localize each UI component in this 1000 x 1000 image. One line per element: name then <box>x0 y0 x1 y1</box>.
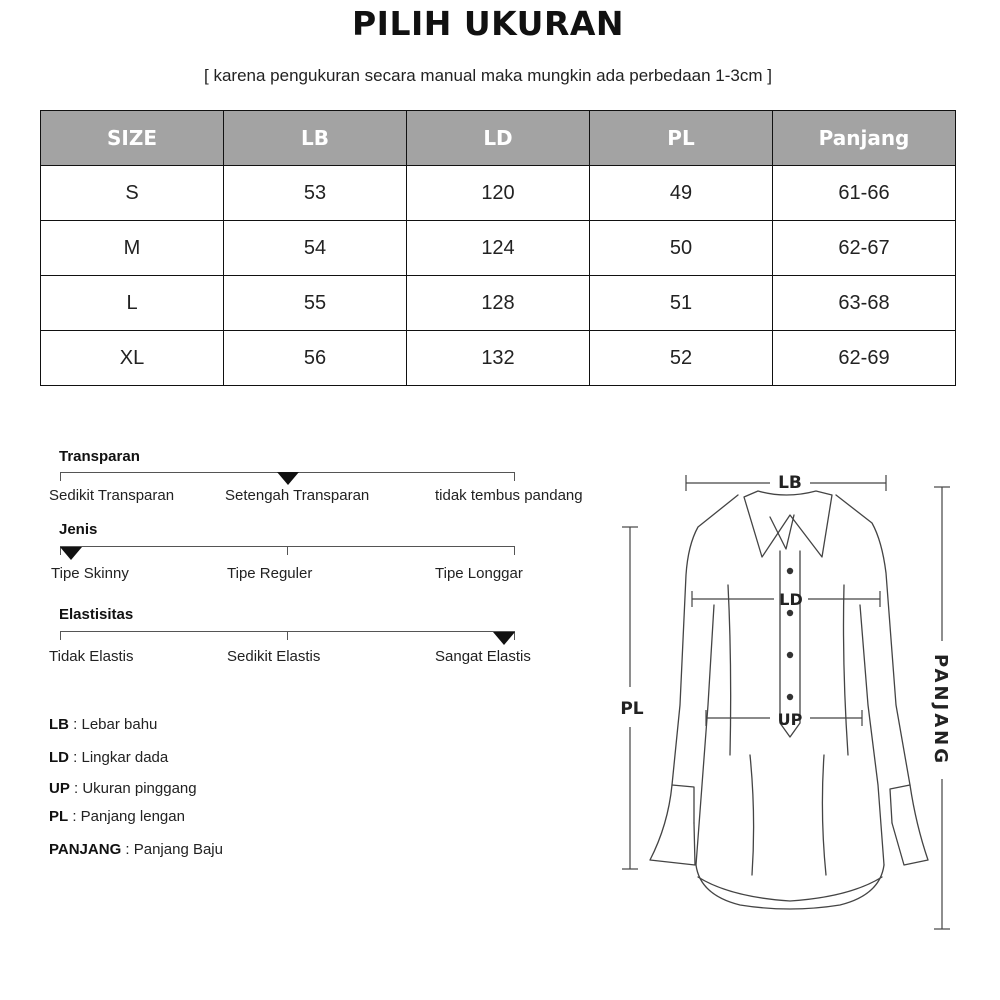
scale-label: Tipe Reguler <box>227 565 313 582</box>
scale-tick <box>60 472 61 481</box>
scale-tick <box>287 631 288 640</box>
scale-label: Tidak Elastis <box>49 648 134 665</box>
legend-desc: : Panjang Baju <box>121 841 223 858</box>
scale-label: Sangat Elastis <box>435 648 531 665</box>
table-cell: 56 <box>224 331 407 386</box>
button-icon <box>787 568 793 574</box>
legend-desc: : Panjang lengan <box>68 808 185 825</box>
table-row <box>41 276 956 331</box>
column-header-size: SIZE <box>41 111 224 166</box>
legend-item <box>49 716 157 733</box>
table-cell: 132 <box>407 331 590 386</box>
legend-abbr: LB <box>49 716 69 733</box>
legend-item <box>49 749 168 766</box>
table-row <box>41 166 956 221</box>
table-cell: M <box>41 221 224 276</box>
button-icon <box>787 610 793 616</box>
shirt-fold <box>822 755 826 875</box>
table-cell: 50 <box>590 221 773 276</box>
size-table-header <box>41 111 956 166</box>
shirt-collar <box>744 491 832 557</box>
table-cell: 54 <box>224 221 407 276</box>
table-cell: 62-67 <box>773 221 956 276</box>
size-table <box>40 110 956 386</box>
measurement-note: [ karena pengukuran secara manual maka mungkin ada perbedaan 1-3cm ] <box>204 66 772 85</box>
table-cell: 53 <box>224 166 407 221</box>
button-icon <box>787 652 793 658</box>
shirt-hem-inner <box>698 877 882 901</box>
scale-title-elastisitas: Elastisitas <box>59 606 134 623</box>
shirt-fold <box>728 585 731 755</box>
shirt-fold <box>750 755 754 875</box>
table-cell: 49 <box>590 166 773 221</box>
table-cell: S <box>41 166 224 221</box>
scale-label: Tipe Longgar <box>435 565 523 582</box>
scale-label: Tipe Skinny <box>51 565 129 582</box>
legend-item <box>49 780 197 797</box>
table-cell: 61-66 <box>773 166 956 221</box>
scale-label: tidak tembus pandang <box>435 487 583 504</box>
table-cell: 62-69 <box>773 331 956 386</box>
page-title: PILIH UKURAN <box>351 4 625 43</box>
table-row <box>41 221 956 276</box>
column-header-pl: PL <box>590 111 773 166</box>
diagram-label-up: UP <box>777 710 803 729</box>
table-row <box>41 331 956 386</box>
scale-title-transparan: Transparan <box>59 448 140 465</box>
table-cell: 55 <box>224 276 407 331</box>
scale-label: Sedikit Transparan <box>49 487 175 504</box>
legend-item <box>49 841 223 858</box>
legend-abbr: PL <box>49 808 69 825</box>
scale-tick <box>60 631 61 640</box>
legend-abbr: LD <box>49 749 69 766</box>
legend-desc: : Lingkar dada <box>69 749 169 766</box>
column-header-lb: LB <box>224 111 407 166</box>
legend-item <box>49 808 185 825</box>
scale-tick <box>287 546 288 555</box>
button-icon <box>787 694 793 700</box>
table-cell: 51 <box>590 276 773 331</box>
shirt-diagram <box>610 455 970 945</box>
table-cell: XL <box>41 331 224 386</box>
legend-desc: : Lebar bahu <box>69 716 158 733</box>
shirt-right-outline <box>836 495 928 865</box>
diagram-label-panjang: PANJANG <box>930 653 951 767</box>
legend-desc: : Ukuran pinggang <box>69 780 197 797</box>
scale-label: Setengah Transparan <box>225 487 370 504</box>
diagram-label-pl: PL <box>620 699 644 719</box>
shirt-left-cuff <box>672 785 694 823</box>
table-cell: 120 <box>407 166 590 221</box>
scale-tick <box>514 472 515 481</box>
legend-abbr: UP <box>49 780 70 797</box>
shirt-fold <box>844 585 849 755</box>
shirt-hem <box>696 865 884 909</box>
column-header-ld: LD <box>407 111 590 166</box>
scale-marker-icon <box>493 632 515 645</box>
diagram-label-lb: LB <box>778 473 802 493</box>
table-cell: 128 <box>407 276 590 331</box>
table-cell: 124 <box>407 221 590 276</box>
shirt-right-cuff <box>890 785 910 823</box>
shirt-right-side <box>860 605 884 865</box>
table-cell: 52 <box>590 331 773 386</box>
shirt-collar-stand <box>770 515 794 549</box>
column-header-panjang: Panjang <box>773 111 956 166</box>
scale-title-jenis: Jenis <box>59 521 98 538</box>
diagram-label-ld: LD <box>779 590 803 609</box>
table-cell: 63-68 <box>773 276 956 331</box>
legend-abbr: PANJANG <box>49 841 122 858</box>
scale-tick <box>514 546 515 555</box>
shirt-left-side <box>696 605 714 865</box>
scale-label: Sedikit Elastis <box>227 648 321 665</box>
scale-marker-icon <box>60 547 82 560</box>
table-cell: L <box>41 276 224 331</box>
scale-marker-icon <box>277 472 299 485</box>
